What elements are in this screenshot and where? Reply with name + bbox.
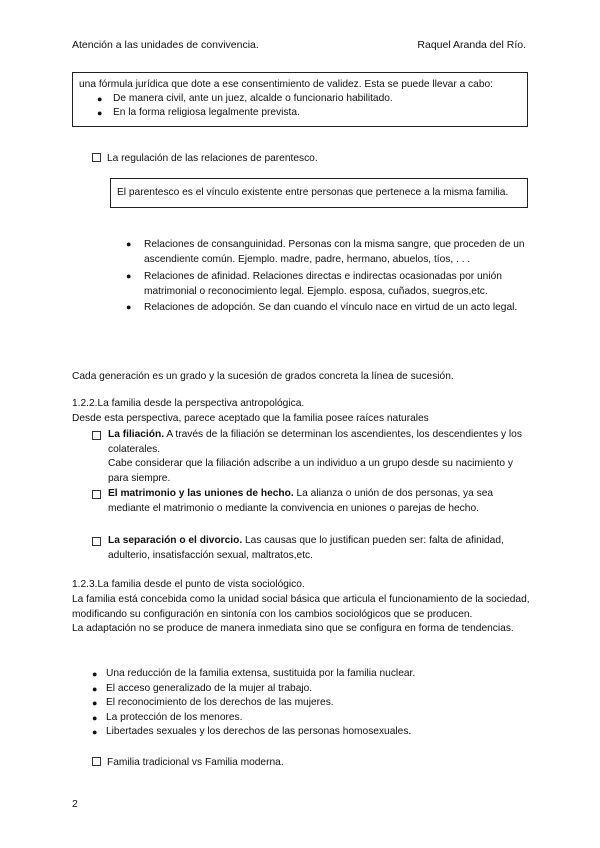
bullet-icon: ● xyxy=(97,108,103,118)
bullet-icon: ● xyxy=(92,698,98,709)
bullet-icon: ● xyxy=(92,683,98,694)
item-label: Familia tradicional vs Familia moderna. xyxy=(107,757,284,768)
checkbox-item-parentesco xyxy=(92,152,318,166)
list-item: ● En la forma religiosa legalmente prevista. xyxy=(97,107,300,118)
checkbox-icon[interactable] xyxy=(92,757,101,766)
tendencias-list xyxy=(92,667,522,740)
bullet-icon: ● xyxy=(126,239,132,249)
bullet-icon: ● xyxy=(126,302,132,312)
text-box-parentesco xyxy=(110,178,528,208)
section-title: 1.2.3.La familia desde el punto de vista sociológico. xyxy=(72,579,305,590)
bullet-icon: ● xyxy=(92,727,98,738)
section-123 xyxy=(72,578,530,637)
checkbox-icon[interactable] xyxy=(92,537,101,546)
list-item: ● Relaciones de afinidad. Relaciones directas e indirectas ocasionadas por unión matrimonial o reconocimiento legal. Ejemplo. esposa, cuñados, suegros,etc. xyxy=(126,270,502,297)
section-paragraph: La familia está concebida como la unidad social básica que articula el funcionamiento de la sociedad, modificando su configuración en sintonía con los cambios sociológicos que se producen. xyxy=(72,593,530,620)
section-paragraph: La adaptación no se produce de manera inmediata sino que se configura en forma de tendencias. xyxy=(72,623,514,635)
list-item: ● La protección de los menores. xyxy=(92,711,522,726)
list-item: ● Relaciones de consanguinidad. Personas con la misma sangre, que proceden de un ascendiente común. Ejemplo. madre, padre, hermano, abuelos, tíos, . . . xyxy=(126,239,525,265)
bullet-icon: ● xyxy=(126,270,132,281)
section-title: 1.2.2.La familia desde la perspectiva antropológica. xyxy=(72,398,305,409)
bullet-icon: ● xyxy=(92,669,98,679)
relaciones-list xyxy=(126,237,526,317)
text-box-matrimonio xyxy=(72,72,528,127)
bullet-list xyxy=(79,92,521,120)
list-item: ● De manera civil, ante un juez, alcalde o funcionario habilitado. xyxy=(97,93,393,104)
item-label: La regulación de las relaciones de parentesco. xyxy=(107,153,318,164)
paragraph-generacion: Cada generación es un grado y la sucesión de grados concreta la línea de sucesión. xyxy=(72,371,454,382)
box-text: una fórmula jurídica que dote a ese consentimiento de validez. Esta se puede llevar a cabo: xyxy=(79,79,493,90)
checkbox-item-matrimonio: El matrimonio y las uniones de hecho. La alianza o unión de dos personas, ya sea mediante el matrimonio o mediante la convivencia en uniones o parejas de hecho. xyxy=(92,487,524,516)
section-intro: Desde esta perspectiva, parece aceptado que la familia posee raíces naturales xyxy=(72,412,429,424)
list-item: ● El acceso generalizado de la mujer al trabajo. xyxy=(92,682,522,697)
list-item: ● Relaciones de adopción. Se dan cuando el vínculo nace en virtud de un acto legal. xyxy=(126,302,518,313)
header-title: Atención a las unidades de convivencia. xyxy=(72,39,259,51)
checkbox-item-familia xyxy=(92,756,284,770)
section-122 xyxy=(72,397,429,426)
list-item: ● Una reducción de la familia extensa, sustituida por la familia nuclear. xyxy=(92,667,522,682)
checkbox-icon[interactable] xyxy=(92,490,101,499)
bullet-icon: ● xyxy=(92,712,98,723)
checkbox-icon[interactable] xyxy=(92,153,101,162)
list-item: ● El reconocimiento de los derechos de las mujeres. xyxy=(92,696,522,711)
list-item: ● Libertades sexuales y los derechos de las personas homosexuales. xyxy=(92,725,522,740)
header-author: Raquel Aranda del Río. xyxy=(417,39,526,51)
page-number: 2 xyxy=(72,798,78,810)
checkbox-icon[interactable] xyxy=(92,431,101,440)
box-text: El parentesco es el vínculo existente entre personas que pertenece a la misma familia. xyxy=(117,187,509,198)
checkbox-item-filiacion: La filiación. A través de la filiación se determinan los ascendientes, los descendientes y los colaterales. Cabe considerar que la filiación adscribe a un individuo a un grupo desde su nacimiento y para siempre. xyxy=(92,428,524,486)
bullet-icon: ● xyxy=(97,94,103,104)
checkbox-item-separacion: La separación o el divorcio. Las causas que lo justifican pueden ser: falta de afinidad, adulterio, insatisfacción sexual, maltratos,etc. xyxy=(92,534,524,563)
